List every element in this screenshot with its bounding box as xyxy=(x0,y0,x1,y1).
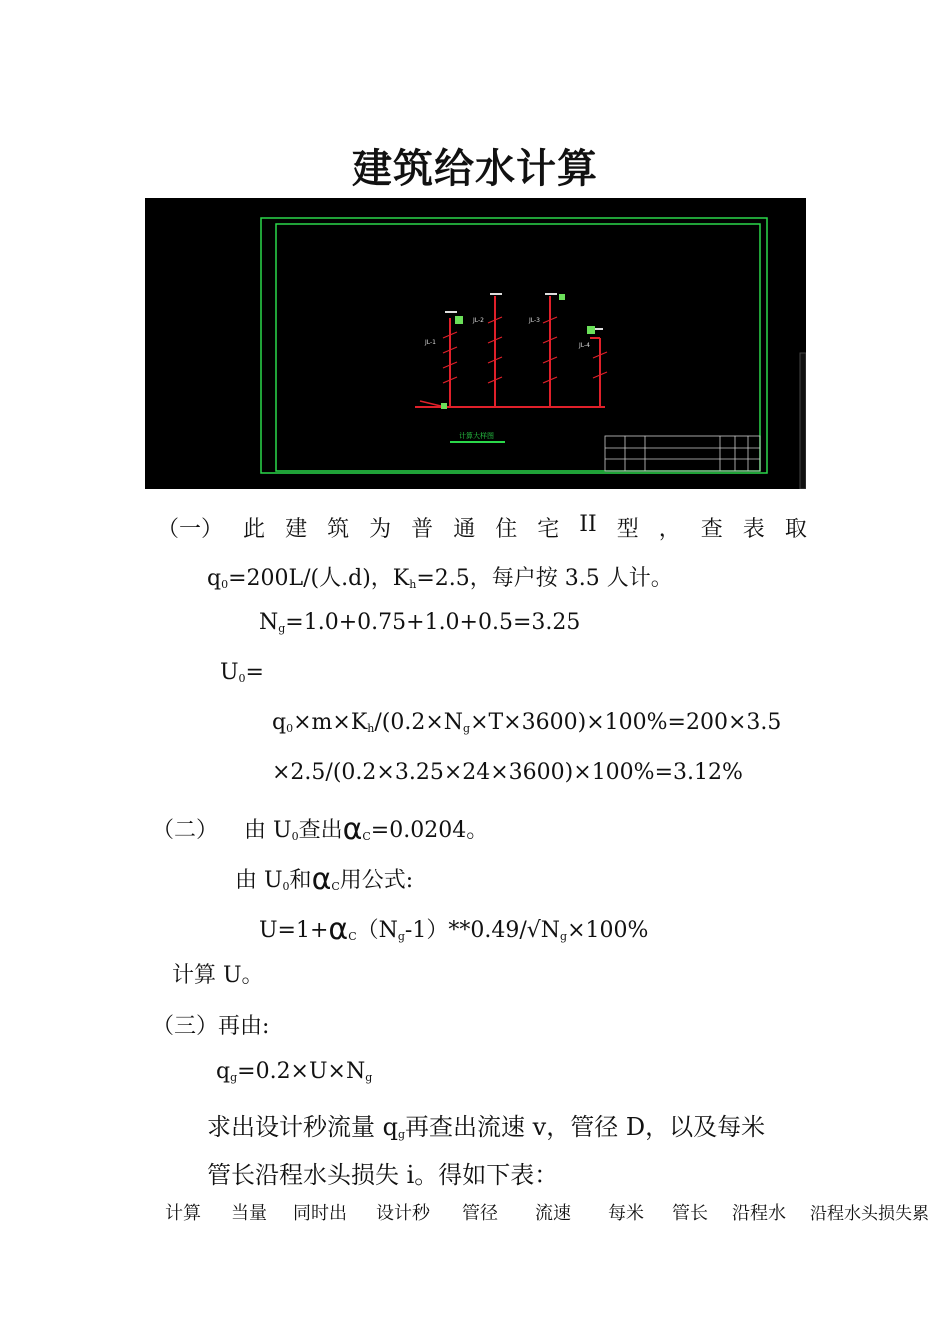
table-header-cell: 沿程水头损失累 xyxy=(810,1204,929,1224)
section2-line2: 由 $U_0$和$\alpha_C$用公式: xyxy=(235,862,414,897)
table-header-cell: 沿程水 xyxy=(732,1203,786,1224)
cad-drawing-image xyxy=(145,198,806,489)
u0-formula-line1: $q_0\times m\times K_h/(0.2\times N_g\times T\times 3600)\times 100\%=200\times 3.5$ xyxy=(272,710,782,735)
section2-line1: （二） 由 $U_0$查出$\alpha_C=0.0204$。 xyxy=(152,812,489,847)
riser-label: JL-1 xyxy=(425,339,436,346)
table-header-cell: 管径 xyxy=(462,1203,498,1224)
riser-label: JL-3 xyxy=(529,317,540,324)
table-header-cell: 流速 xyxy=(535,1203,571,1224)
table-header-cell: 管长 xyxy=(672,1203,708,1224)
title-block xyxy=(605,436,760,471)
section1-line2: $q_0=200L/$(人.d)，$K_h=2.5$，每户按 3.5 人计。 xyxy=(207,566,673,591)
plumbing-riser-diagram xyxy=(145,198,806,489)
table-header-cell: 计算 xyxy=(165,1203,201,1224)
page-title: 建筑给水计算 xyxy=(352,146,598,192)
section3-label: （三）再由: xyxy=(152,1014,270,1039)
table-header-cell: 当量 xyxy=(231,1203,267,1224)
riser-label: JL-4 xyxy=(579,342,590,349)
u0-formula-line2: ×2.5/(0.2×3.25×24×3600)×100%=3.12% xyxy=(272,760,743,785)
section2-label: （二） xyxy=(152,818,219,843)
table-header-cell: 同时出 xyxy=(293,1203,347,1224)
table-header-cell: 设计秒 xyxy=(376,1203,430,1224)
qg-formula: $q_g=0.2\times U\times N_g$ xyxy=(216,1059,373,1084)
section3-paragraph-line2: 管长沿程水头损失 i。得如下表： xyxy=(207,1161,559,1189)
diagram-caption: 计算大样图 xyxy=(459,432,494,440)
section2-line4: 计算 U。 xyxy=(172,963,264,988)
section3-paragraph-line1: 求出设计秒流量 $q_g$再查出流速 v，管径 D，以及每米 xyxy=(207,1113,766,1141)
u-formula: $U=1+\alpha_C(N_g-1)**0.49/√N_g\times 100\%$ xyxy=(259,912,649,947)
ng-formula: $N_g=1.0+0.75+1.0+0.5=3.25$ xyxy=(259,610,581,635)
u0-label: $U_0=$ xyxy=(220,660,264,685)
table-header-cell: 每米 xyxy=(608,1203,644,1224)
riser-label: JL-2 xyxy=(473,317,484,324)
section1-label: （一） xyxy=(157,517,224,542)
section1-line1: （一） 此 建 筑 为 普 通 住 宅 II 型 ， 查 表 取 xyxy=(157,512,807,542)
